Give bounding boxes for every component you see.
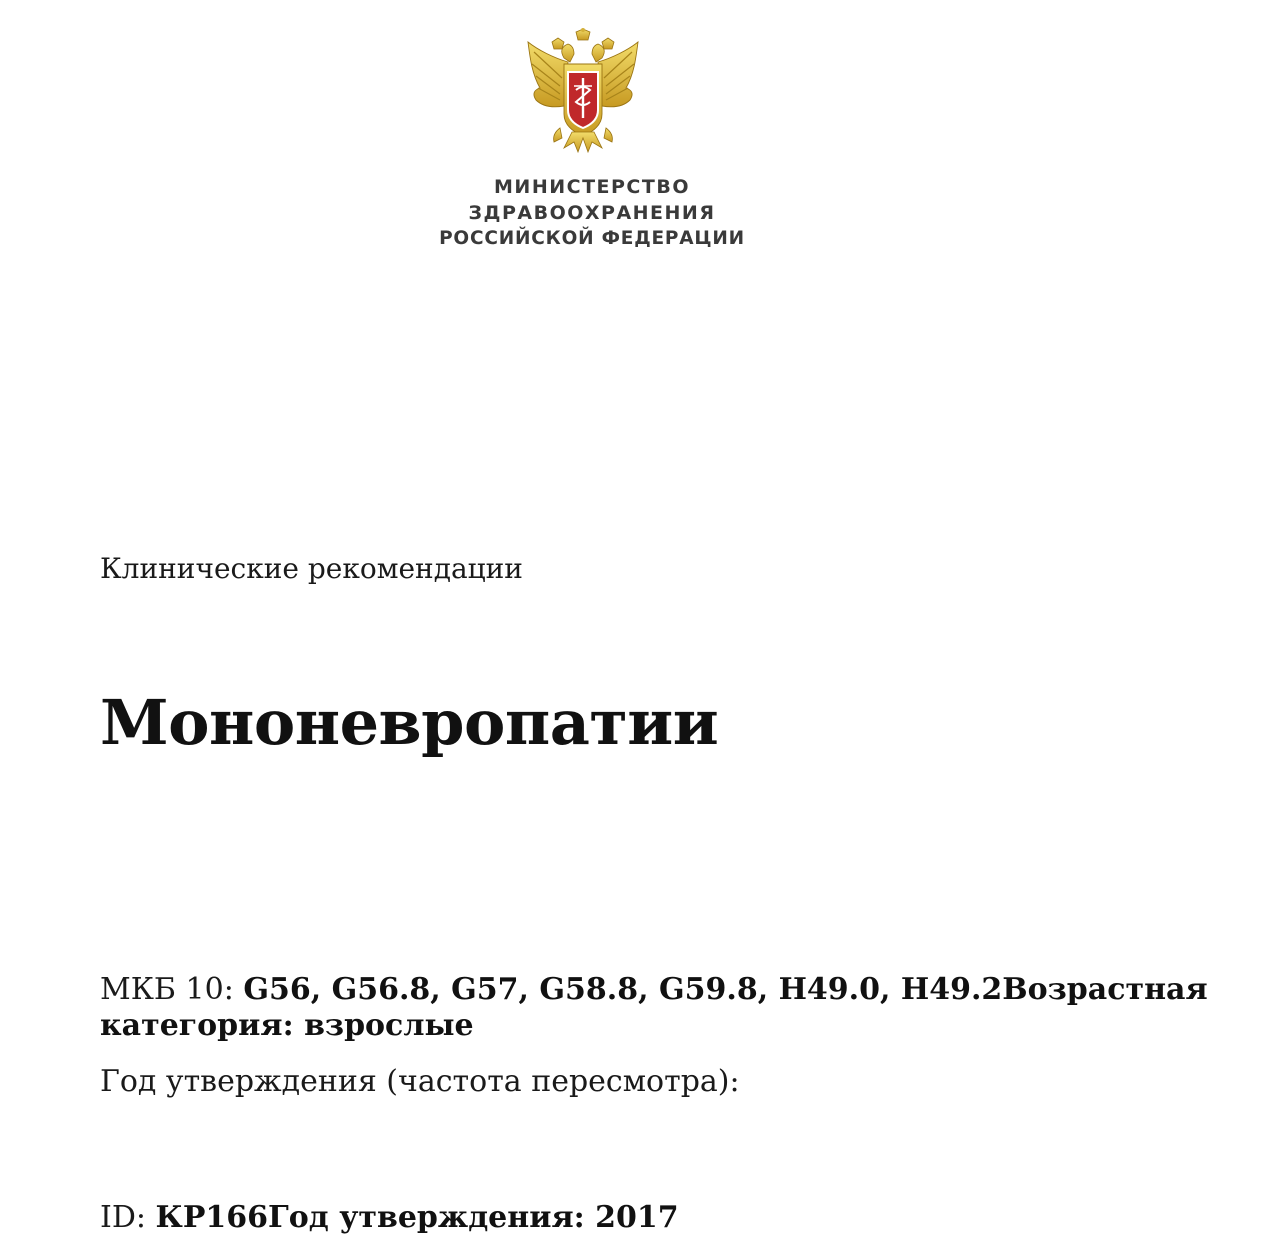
id-line [100,1200,1210,1236]
document-type: Клинические рекомендации [100,552,523,585]
approval-label: Год утверждения (частота пересмотра): [100,1064,740,1099]
id-label: ID: [100,1200,156,1235]
age-category: Возрастная категория: взрослые [100,972,1208,1043]
approval-year: Год утверждения: 2017 [268,1200,679,1235]
ministry-name [392,174,792,252]
mkb-codes: G56, G56.8, G57, G58.8, G59.8, H49.0, H49.2 [243,972,1003,1007]
ministry-emblem-icon [524,28,642,162]
id-value: КР166 [155,1200,269,1235]
ministry-line-3: РОССИЙСКОЙ ФЕДЕРАЦИИ [439,228,745,249]
mkb-codes-block [100,972,1210,1044]
document-title: Мононевропатии [100,686,719,759]
approval-period-line [100,1064,1210,1100]
ministry-line-2: ЗДРАВООХРАНЕНИЯ [468,202,716,224]
ministry-line-1: МИНИСТЕРСТВО [494,176,690,198]
mkb-label: МКБ 10: [100,972,244,1007]
